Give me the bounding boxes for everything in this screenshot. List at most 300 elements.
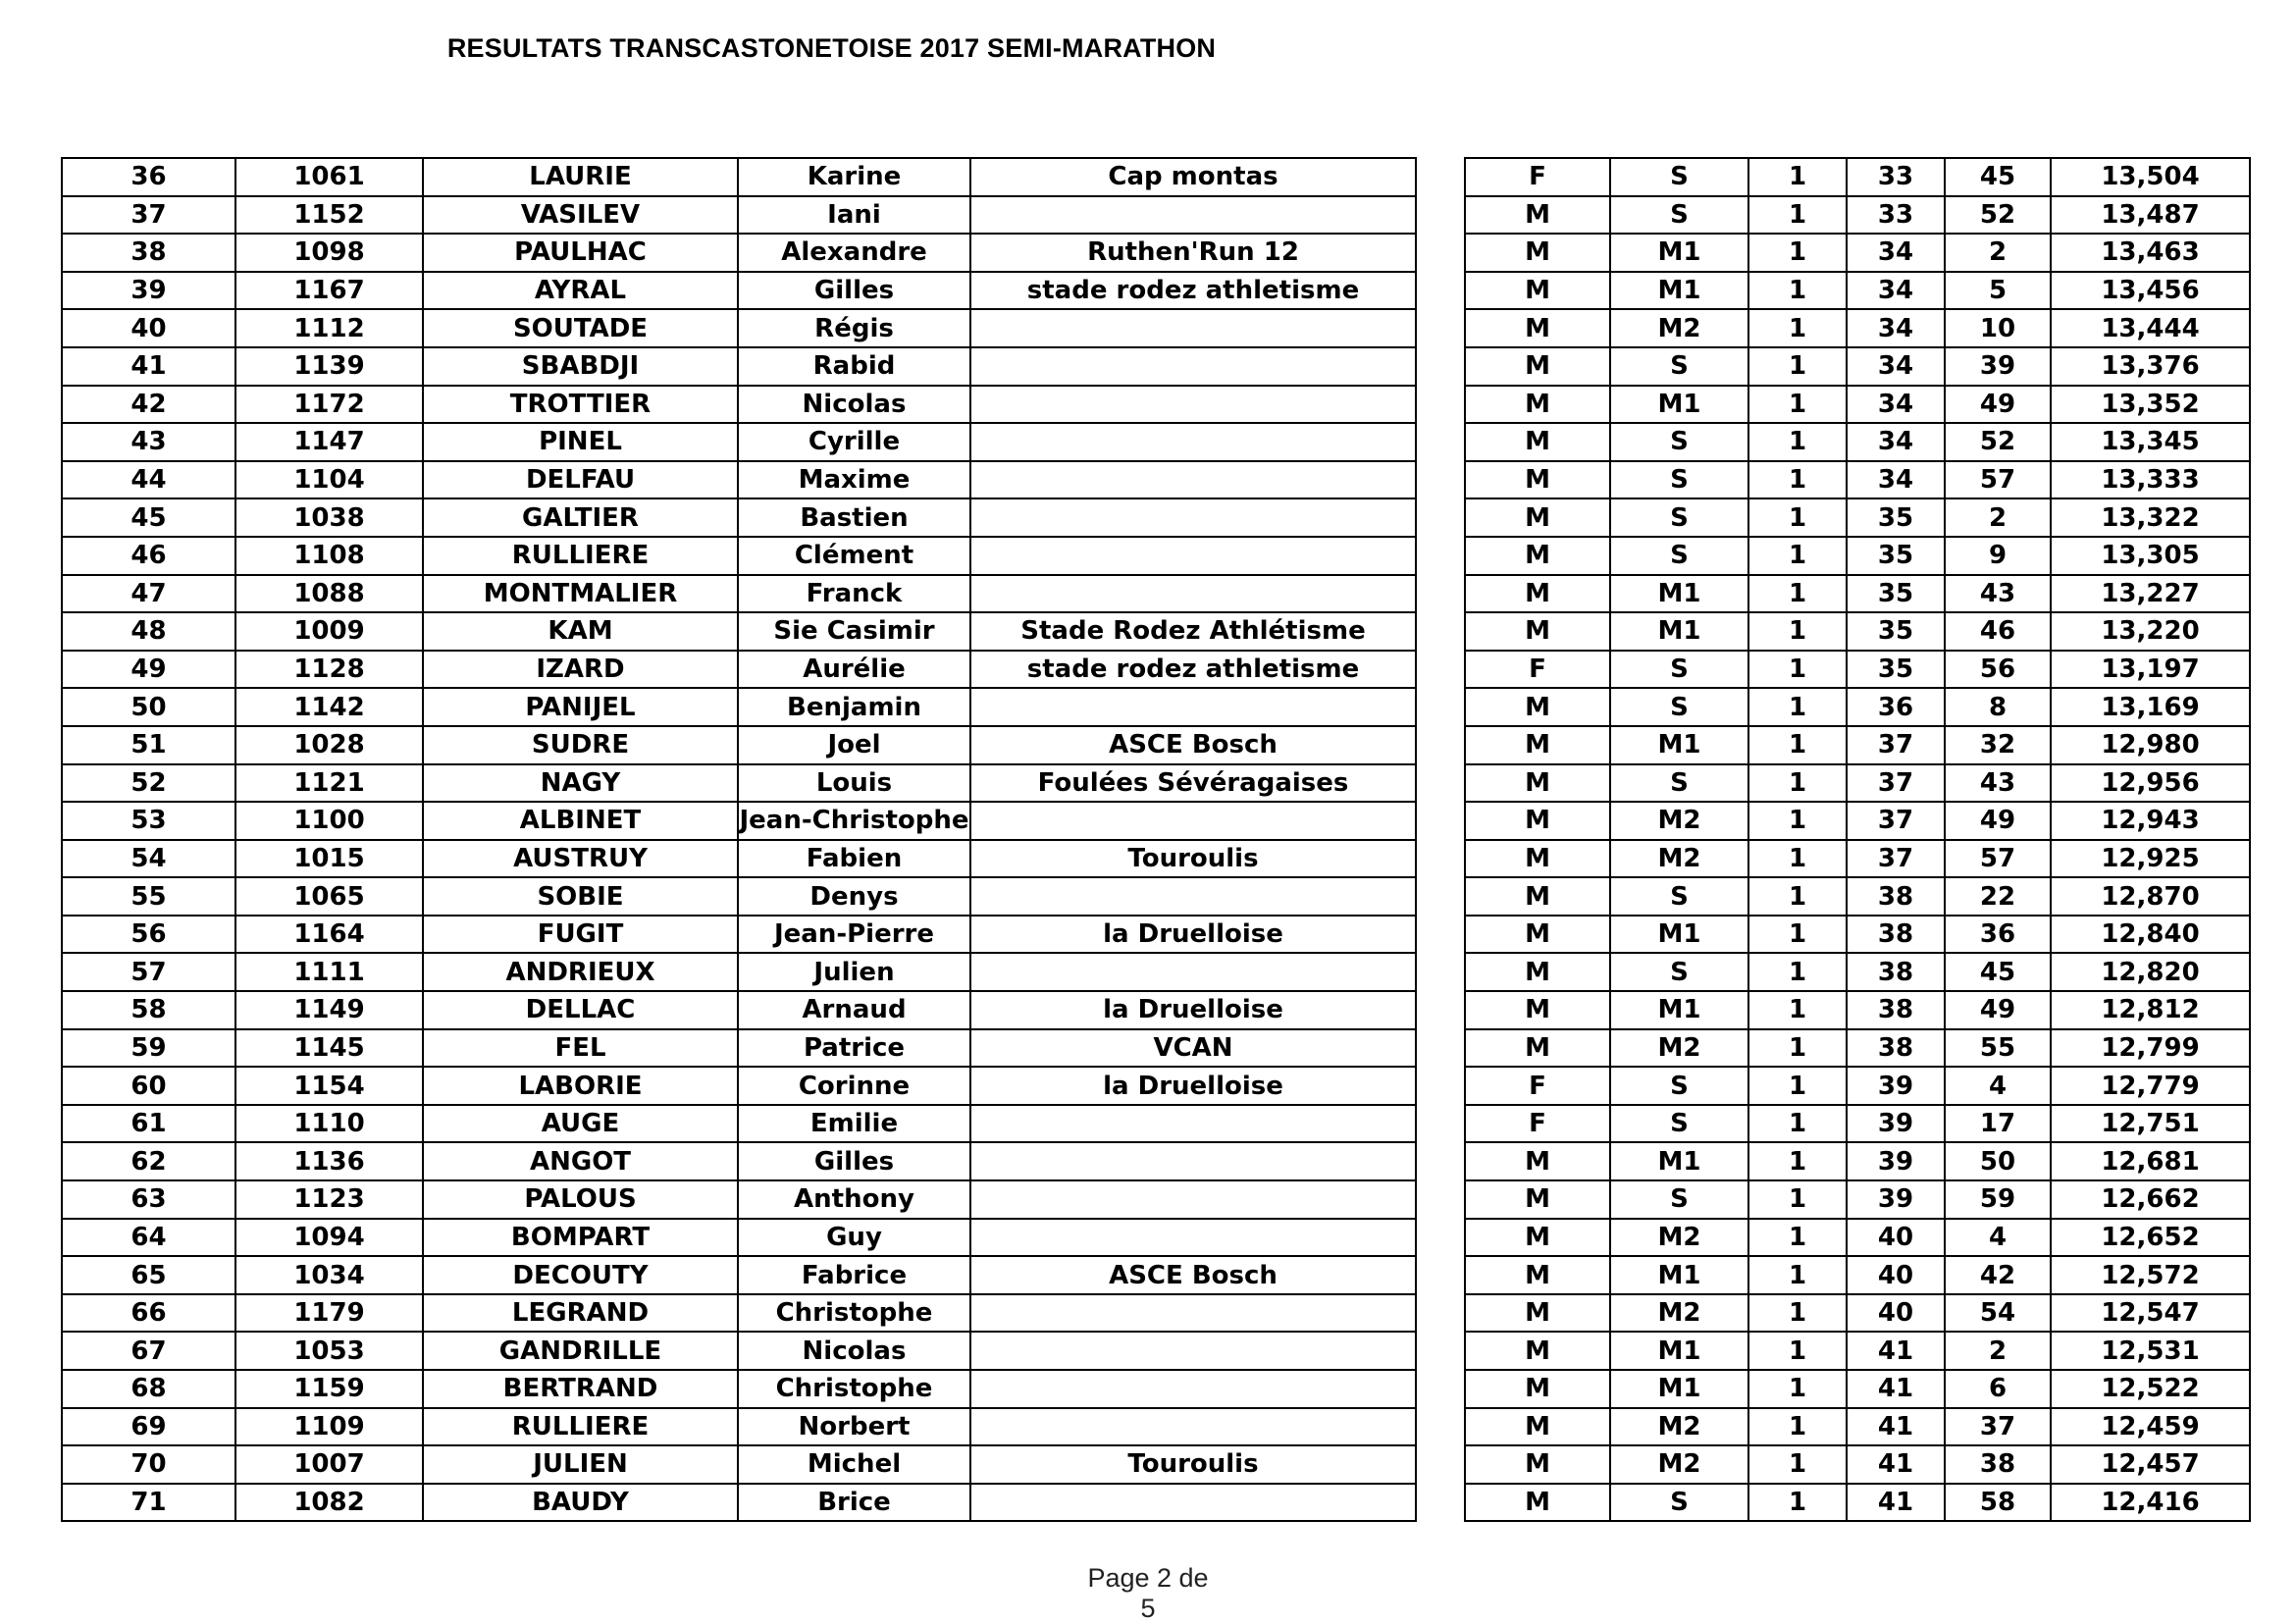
speed-cell: 13,220 [2051, 612, 2250, 651]
category-cell: M1 [1610, 726, 1748, 764]
category-cell: S [1610, 1067, 1748, 1105]
first-name-cell: Nicolas [738, 386, 970, 424]
last-name-cell: LEGRAND [423, 1294, 738, 1333]
rank-cell: 38 [62, 234, 235, 272]
minutes-cell: 34 [1847, 386, 1945, 424]
table-row [1465, 1408, 2250, 1446]
speed-cell: 12,751 [2051, 1105, 2250, 1143]
minutes-cell: 37 [1847, 726, 1945, 764]
table-row [62, 1142, 1416, 1180]
last-name-cell: PINEL [423, 423, 738, 461]
seconds-cell: 57 [1945, 461, 2051, 499]
speed-cell: 13,504 [2051, 158, 2250, 196]
table-row [1465, 423, 2250, 461]
minutes-cell: 39 [1847, 1142, 1945, 1180]
hours-cell: 1 [1748, 158, 1847, 196]
club-cell [970, 1105, 1416, 1143]
club-cell [970, 347, 1416, 386]
sex-cell: M [1465, 1219, 1610, 1257]
category-cell: M1 [1610, 1142, 1748, 1180]
bib-cell: 1028 [235, 726, 423, 764]
speed-cell: 13,463 [2051, 234, 2250, 272]
category-cell: M2 [1610, 840, 1748, 878]
rank-cell: 71 [62, 1484, 235, 1522]
category-cell: M1 [1610, 991, 1748, 1029]
sex-cell: M [1465, 688, 1610, 726]
sex-cell: F [1465, 1067, 1610, 1105]
speed-cell: 13,169 [2051, 688, 2250, 726]
speed-cell: 12,980 [2051, 726, 2250, 764]
first-name-cell: Christophe [738, 1294, 970, 1333]
results-table-left [61, 157, 1417, 1522]
speed-cell: 12,459 [2051, 1408, 2250, 1446]
hours-cell: 1 [1748, 386, 1847, 424]
last-name-cell: GALTIER [423, 498, 738, 537]
minutes-cell: 40 [1847, 1294, 1945, 1333]
seconds-cell: 57 [1945, 840, 2051, 878]
hours-cell: 1 [1748, 423, 1847, 461]
sex-cell: M [1465, 1484, 1610, 1522]
bib-cell: 1109 [235, 1408, 423, 1446]
bib-cell: 1061 [235, 158, 423, 196]
first-name-cell: Rabid [738, 347, 970, 386]
seconds-cell: 39 [1945, 347, 2051, 386]
club-cell [970, 423, 1416, 461]
minutes-cell: 41 [1847, 1332, 1945, 1370]
bib-cell: 1038 [235, 498, 423, 537]
hours-cell: 1 [1748, 461, 1847, 499]
hours-cell: 1 [1748, 877, 1847, 916]
speed-cell: 12,572 [2051, 1256, 2250, 1294]
seconds-cell: 2 [1945, 1332, 2051, 1370]
first-name-cell: Arnaud [738, 991, 970, 1029]
first-name-cell: Iani [738, 196, 970, 235]
table-row [1465, 196, 2250, 235]
table-row [1465, 1294, 2250, 1333]
rank-cell: 51 [62, 726, 235, 764]
speed-cell: 12,799 [2051, 1029, 2250, 1068]
first-name-cell: Fabien [738, 840, 970, 878]
hours-cell: 1 [1748, 1029, 1847, 1068]
bib-cell: 1154 [235, 1067, 423, 1105]
last-name-cell: DELLAC [423, 991, 738, 1029]
category-cell: M1 [1610, 386, 1748, 424]
sex-cell: M [1465, 764, 1610, 803]
category-cell: M1 [1610, 272, 1748, 310]
last-name-cell: PANIJEL [423, 688, 738, 726]
minutes-cell: 34 [1847, 347, 1945, 386]
last-name-cell: GANDRILLE [423, 1332, 738, 1370]
bib-cell: 1112 [235, 309, 423, 347]
bib-cell: 1065 [235, 877, 423, 916]
category-cell: S [1610, 498, 1748, 537]
seconds-cell: 50 [1945, 1142, 2051, 1180]
bib-cell: 1104 [235, 461, 423, 499]
last-name-cell: PAULHAC [423, 234, 738, 272]
table-row [62, 726, 1416, 764]
seconds-cell: 45 [1945, 158, 2051, 196]
sex-cell: M [1465, 726, 1610, 764]
minutes-cell: 40 [1847, 1219, 1945, 1257]
speed-cell: 12,547 [2051, 1294, 2250, 1333]
club-cell [970, 386, 1416, 424]
table-row [1465, 991, 2250, 1029]
last-name-cell: SOBIE [423, 877, 738, 916]
page-number: Page 2 de 5 [1087, 1563, 1209, 1623]
minutes-cell: 34 [1847, 309, 1945, 347]
table-row [1465, 1370, 2250, 1408]
results-table-right [1464, 157, 2251, 1522]
club-cell: VCAN [970, 1029, 1416, 1068]
bib-cell: 1015 [235, 840, 423, 878]
hours-cell: 1 [1748, 1408, 1847, 1446]
category-cell: M2 [1610, 309, 1748, 347]
bib-cell: 1123 [235, 1180, 423, 1219]
minutes-cell: 38 [1847, 916, 1945, 954]
club-cell: ASCE Bosch [970, 726, 1416, 764]
sex-cell: M [1465, 272, 1610, 310]
speed-cell: 12,652 [2051, 1219, 2250, 1257]
sex-cell: M [1465, 1142, 1610, 1180]
club-cell [970, 1219, 1416, 1257]
bib-cell: 1053 [235, 1332, 423, 1370]
seconds-cell: 52 [1945, 196, 2051, 235]
hours-cell: 1 [1748, 953, 1847, 991]
category-cell: M2 [1610, 1408, 1748, 1446]
club-cell [970, 1332, 1416, 1370]
table-row [1465, 158, 2250, 196]
hours-cell: 1 [1748, 1294, 1847, 1333]
first-name-cell: Brice [738, 1484, 970, 1522]
first-name-cell: Julien [738, 953, 970, 991]
sex-cell: M [1465, 1256, 1610, 1294]
club-cell [970, 1180, 1416, 1219]
first-name-cell: Régis [738, 309, 970, 347]
table-row [62, 498, 1416, 537]
speed-cell: 12,662 [2051, 1180, 2250, 1219]
hours-cell: 1 [1748, 234, 1847, 272]
hours-cell: 1 [1748, 309, 1847, 347]
category-cell: M1 [1610, 234, 1748, 272]
first-name-cell: Gilles [738, 1142, 970, 1180]
category-cell: M1 [1610, 916, 1748, 954]
bib-cell: 1136 [235, 1142, 423, 1180]
last-name-cell: FEL [423, 1029, 738, 1068]
first-name-cell: Benjamin [738, 688, 970, 726]
last-name-cell: PALOUS [423, 1180, 738, 1219]
rank-cell: 43 [62, 423, 235, 461]
table-row [62, 916, 1416, 954]
rank-cell: 62 [62, 1142, 235, 1180]
hours-cell: 1 [1748, 991, 1847, 1029]
club-cell [970, 1294, 1416, 1333]
minutes-cell: 34 [1847, 461, 1945, 499]
sex-cell: M [1465, 802, 1610, 840]
table-row [62, 1332, 1416, 1370]
rank-cell: 44 [62, 461, 235, 499]
seconds-cell: 46 [1945, 612, 2051, 651]
seconds-cell: 43 [1945, 575, 2051, 613]
last-name-cell: SUDRE [423, 726, 738, 764]
table-row [1465, 953, 2250, 991]
first-name-cell: Christophe [738, 1370, 970, 1408]
first-name-cell: Franck [738, 575, 970, 613]
table-row [62, 1029, 1416, 1068]
rank-cell: 56 [62, 916, 235, 954]
bib-cell: 1139 [235, 347, 423, 386]
bib-cell: 1172 [235, 386, 423, 424]
rank-cell: 42 [62, 386, 235, 424]
sex-cell: M [1465, 309, 1610, 347]
table-row [62, 840, 1416, 878]
rank-cell: 48 [62, 612, 235, 651]
sex-cell: F [1465, 158, 1610, 196]
table-row [62, 196, 1416, 235]
hours-cell: 1 [1748, 347, 1847, 386]
table-row [62, 537, 1416, 575]
last-name-cell: BAUDY [423, 1484, 738, 1522]
rank-cell: 60 [62, 1067, 235, 1105]
seconds-cell: 38 [1945, 1445, 2051, 1484]
seconds-cell: 22 [1945, 877, 2051, 916]
rank-cell: 66 [62, 1294, 235, 1333]
bib-cell: 1142 [235, 688, 423, 726]
sex-cell: M [1465, 347, 1610, 386]
last-name-cell: ANDRIEUX [423, 953, 738, 991]
rank-cell: 39 [62, 272, 235, 310]
minutes-cell: 38 [1847, 877, 1945, 916]
seconds-cell: 8 [1945, 688, 2051, 726]
rank-cell: 37 [62, 196, 235, 235]
last-name-cell: LABORIE [423, 1067, 738, 1105]
sex-cell: M [1465, 991, 1610, 1029]
hours-cell: 1 [1748, 1180, 1847, 1219]
last-name-cell: AUSTRUY [423, 840, 738, 878]
hours-cell: 1 [1748, 1445, 1847, 1484]
first-name-cell: Joel [738, 726, 970, 764]
table-row [1465, 1256, 2250, 1294]
sex-cell: M [1465, 498, 1610, 537]
first-name-cell: Anthony [738, 1180, 970, 1219]
table-row [62, 1445, 1416, 1484]
first-name-cell: Cyrille [738, 423, 970, 461]
first-name-cell: Alexandre [738, 234, 970, 272]
category-cell: M2 [1610, 1445, 1748, 1484]
last-name-cell: JULIEN [423, 1445, 738, 1484]
table-row [1465, 537, 2250, 575]
minutes-cell: 37 [1847, 764, 1945, 803]
minutes-cell: 41 [1847, 1408, 1945, 1446]
hours-cell: 1 [1748, 1105, 1847, 1143]
table-row [62, 347, 1416, 386]
sex-cell: F [1465, 1105, 1610, 1143]
speed-cell: 13,444 [2051, 309, 2250, 347]
rank-cell: 61 [62, 1105, 235, 1143]
club-cell [970, 461, 1416, 499]
speed-cell: 13,227 [2051, 575, 2250, 613]
table-row [62, 688, 1416, 726]
sex-cell: M [1465, 575, 1610, 613]
category-cell: M2 [1610, 1294, 1748, 1333]
minutes-cell: 34 [1847, 272, 1945, 310]
hours-cell: 1 [1748, 1370, 1847, 1408]
table-row [1465, 1029, 2250, 1068]
speed-cell: 13,333 [2051, 461, 2250, 499]
table-row [1465, 386, 2250, 424]
first-name-cell: Jean-Christophe [738, 802, 970, 840]
table-row [62, 386, 1416, 424]
sex-cell: M [1465, 916, 1610, 954]
seconds-cell: 56 [1945, 651, 2051, 689]
club-cell: ASCE Bosch [970, 1256, 1416, 1294]
category-cell: S [1610, 1180, 1748, 1219]
minutes-cell: 35 [1847, 651, 1945, 689]
hours-cell: 1 [1748, 764, 1847, 803]
speed-cell: 12,820 [2051, 953, 2250, 991]
sex-cell: M [1465, 953, 1610, 991]
speed-cell: 12,416 [2051, 1484, 2250, 1522]
last-name-cell: TROTTIER [423, 386, 738, 424]
first-name-cell: Karine [738, 158, 970, 196]
table-row [1465, 840, 2250, 878]
seconds-cell: 6 [1945, 1370, 2051, 1408]
category-cell: S [1610, 1105, 1748, 1143]
table-row [62, 877, 1416, 916]
hours-cell: 1 [1748, 688, 1847, 726]
table-row [62, 1180, 1416, 1219]
club-cell [970, 309, 1416, 347]
minutes-cell: 34 [1847, 423, 1945, 461]
bib-cell: 1100 [235, 802, 423, 840]
seconds-cell: 4 [1945, 1067, 2051, 1105]
last-name-cell: DECOUTY [423, 1256, 738, 1294]
last-name-cell: BERTRAND [423, 1370, 738, 1408]
first-name-cell: Sie Casimir [738, 612, 970, 651]
bib-cell: 1007 [235, 1445, 423, 1484]
rank-cell: 67 [62, 1332, 235, 1370]
hours-cell: 1 [1748, 651, 1847, 689]
last-name-cell: AUGE [423, 1105, 738, 1143]
rank-cell: 49 [62, 651, 235, 689]
table-row [1465, 726, 2250, 764]
seconds-cell: 10 [1945, 309, 2051, 347]
bib-cell: 1094 [235, 1219, 423, 1257]
category-cell: S [1610, 688, 1748, 726]
seconds-cell: 4 [1945, 1219, 2051, 1257]
table-row [62, 309, 1416, 347]
rank-cell: 70 [62, 1445, 235, 1484]
hours-cell: 1 [1748, 1332, 1847, 1370]
table-row [1465, 575, 2250, 613]
speed-cell: 13,456 [2051, 272, 2250, 310]
sex-cell: M [1465, 386, 1610, 424]
table-row [62, 461, 1416, 499]
hours-cell: 1 [1748, 537, 1847, 575]
sex-cell: M [1465, 461, 1610, 499]
table-row [62, 991, 1416, 1029]
table-row [62, 612, 1416, 651]
speed-cell: 12,522 [2051, 1370, 2250, 1408]
table-row [1465, 272, 2250, 310]
minutes-cell: 35 [1847, 498, 1945, 537]
seconds-cell: 2 [1945, 498, 2051, 537]
last-name-cell: ANGOT [423, 1142, 738, 1180]
category-cell: M1 [1610, 1370, 1748, 1408]
table-row [62, 1256, 1416, 1294]
last-name-cell: BOMPART [423, 1219, 738, 1257]
table-row [1465, 612, 2250, 651]
first-name-cell: Denys [738, 877, 970, 916]
first-name-cell: Norbert [738, 1408, 970, 1446]
last-name-cell: VASILEV [423, 196, 738, 235]
first-name-cell: Louis [738, 764, 970, 803]
minutes-cell: 36 [1847, 688, 1945, 726]
hours-cell: 1 [1748, 1219, 1847, 1257]
seconds-cell: 58 [1945, 1484, 2051, 1522]
minutes-cell: 38 [1847, 1029, 1945, 1068]
bib-cell: 1179 [235, 1294, 423, 1333]
table-row [1465, 764, 2250, 803]
speed-cell: 12,531 [2051, 1332, 2250, 1370]
last-name-cell: KAM [423, 612, 738, 651]
hours-cell: 1 [1748, 272, 1847, 310]
seconds-cell: 49 [1945, 802, 2051, 840]
table-row [62, 1219, 1416, 1257]
bib-cell: 1121 [235, 764, 423, 803]
rank-cell: 57 [62, 953, 235, 991]
sex-cell: M [1465, 612, 1610, 651]
rank-cell: 54 [62, 840, 235, 878]
minutes-cell: 41 [1847, 1370, 1945, 1408]
category-cell: S [1610, 651, 1748, 689]
minutes-cell: 37 [1847, 840, 1945, 878]
rank-cell: 68 [62, 1370, 235, 1408]
table-row [1465, 651, 2250, 689]
minutes-cell: 39 [1847, 1180, 1945, 1219]
hours-cell: 1 [1748, 916, 1847, 954]
hours-cell: 1 [1748, 575, 1847, 613]
speed-cell: 12,925 [2051, 840, 2250, 878]
seconds-cell: 52 [1945, 423, 2051, 461]
bib-cell: 1088 [235, 575, 423, 613]
minutes-cell: 41 [1847, 1445, 1945, 1484]
category-cell: M1 [1610, 1332, 1748, 1370]
sex-cell: M [1465, 537, 1610, 575]
seconds-cell: 42 [1945, 1256, 2051, 1294]
table-row [62, 651, 1416, 689]
rank-cell: 41 [62, 347, 235, 386]
table-row [62, 1105, 1416, 1143]
minutes-cell: 37 [1847, 802, 1945, 840]
rank-cell: 55 [62, 877, 235, 916]
table-row [62, 234, 1416, 272]
table-row [1465, 1180, 2250, 1219]
first-name-cell: Fabrice [738, 1256, 970, 1294]
last-name-cell: RULLIERE [423, 537, 738, 575]
seconds-cell: 49 [1945, 991, 2051, 1029]
club-cell [970, 537, 1416, 575]
speed-cell: 12,457 [2051, 1445, 2250, 1484]
bib-cell: 1145 [235, 1029, 423, 1068]
hours-cell: 1 [1748, 802, 1847, 840]
speed-cell: 12,956 [2051, 764, 2250, 803]
minutes-cell: 33 [1847, 158, 1945, 196]
hours-cell: 1 [1748, 1256, 1847, 1294]
bib-cell: 1128 [235, 651, 423, 689]
minutes-cell: 35 [1847, 537, 1945, 575]
seconds-cell: 45 [1945, 953, 2051, 991]
club-cell: Cap montas [970, 158, 1416, 196]
